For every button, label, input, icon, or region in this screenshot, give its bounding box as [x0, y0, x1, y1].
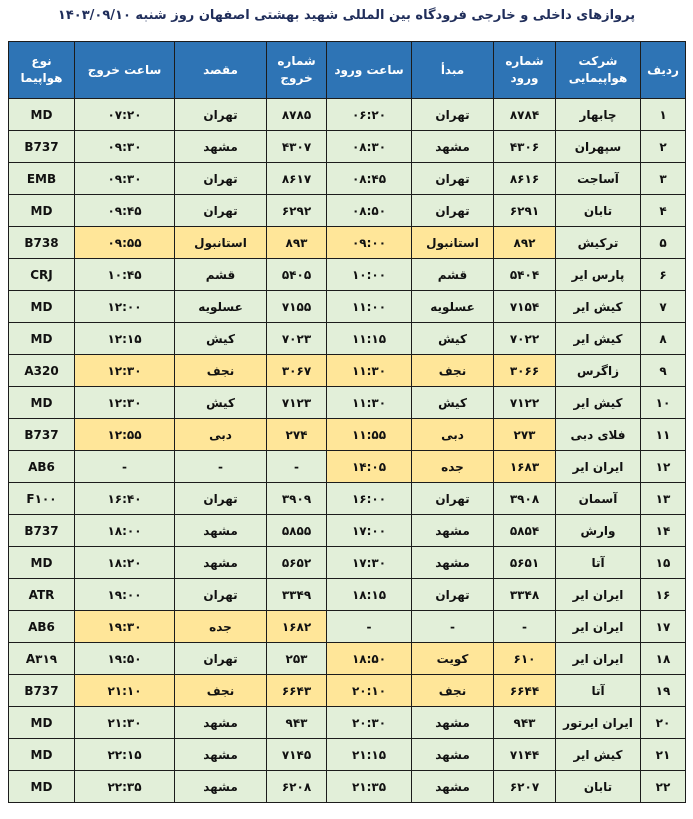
- cell-row-number: ۱۶: [641, 579, 686, 611]
- cell-arrival-number: ۶۶۴۴: [494, 675, 556, 707]
- cell-aircraft-type: MD: [9, 323, 75, 355]
- cell-departure-time: ۰۷:۲۰: [75, 99, 175, 131]
- cell-aircraft-type: B737: [9, 675, 75, 707]
- table-row: [9, 387, 686, 419]
- header-aircraft-type: نوع هواپیما: [9, 42, 75, 99]
- cell-origin: مشهد: [412, 707, 494, 739]
- cell-aircraft-type: ATR: [9, 579, 75, 611]
- cell-aircraft-type: MD: [9, 99, 75, 131]
- cell-departure-number: ۵۴۰۵: [267, 259, 327, 291]
- cell-row-number: ۲۱: [641, 739, 686, 771]
- cell-arrival-number: ۷۱۴۴: [494, 739, 556, 771]
- cell-aircraft-type: A320: [9, 355, 75, 387]
- cell-departure-number: ۷۰۲۳: [267, 323, 327, 355]
- cell-arrival-number: ۸۶۱۶: [494, 163, 556, 195]
- cell-origin: دبی: [412, 419, 494, 451]
- cell-arrival-number: ۶۱۰: [494, 643, 556, 675]
- cell-departure-number: ۶۲۹۲: [267, 195, 327, 227]
- cell-aircraft-type: B737: [9, 419, 75, 451]
- cell-departure-time: ۱۶:۴۰: [75, 483, 175, 515]
- cell-departure-number: ۵۸۵۵: [267, 515, 327, 547]
- table-row: [9, 163, 686, 195]
- cell-origin: -: [412, 611, 494, 643]
- cell-arrival-number: -: [494, 611, 556, 643]
- cell-destination: کیش: [175, 387, 267, 419]
- cell-row-number: ۳: [641, 163, 686, 195]
- cell-origin: مشهد: [412, 515, 494, 547]
- cell-aircraft-type: AB6: [9, 451, 75, 483]
- cell-destination: تهران: [175, 163, 267, 195]
- cell-departure-time: ۱۲:۳۰: [75, 387, 175, 419]
- cell-destination: جده: [175, 611, 267, 643]
- cell-departure-number: ۶۲۰۸: [267, 771, 327, 803]
- cell-airline: فلای دبی: [556, 419, 641, 451]
- table-row: [9, 483, 686, 515]
- cell-arrival-time: ۱۸:۵۰: [327, 643, 412, 675]
- cell-airline: وارش: [556, 515, 641, 547]
- cell-airline: تابان: [556, 771, 641, 803]
- cell-arrival-number: ۷۰۲۲: [494, 323, 556, 355]
- cell-destination: مشهد: [175, 771, 267, 803]
- cell-aircraft-type: EMB: [9, 163, 75, 195]
- table-row: [9, 99, 686, 131]
- cell-origin: کیش: [412, 387, 494, 419]
- cell-airline: ایران ایر: [556, 611, 641, 643]
- cell-departure-time: -: [75, 451, 175, 483]
- cell-aircraft-type: AB6: [9, 611, 75, 643]
- cell-destination: -: [175, 451, 267, 483]
- cell-aircraft-type: MD: [9, 707, 75, 739]
- cell-departure-time: ۱۹:۳۰: [75, 611, 175, 643]
- cell-origin: استانبول: [412, 227, 494, 259]
- cell-origin: تهران: [412, 163, 494, 195]
- cell-row-number: ۱۹: [641, 675, 686, 707]
- cell-arrival-number: ۸۹۲: [494, 227, 556, 259]
- cell-arrival-time: ۱۷:۰۰: [327, 515, 412, 547]
- cell-row-number: ۱۱: [641, 419, 686, 451]
- cell-departure-number: ۷۱۵۵: [267, 291, 327, 323]
- cell-destination: استانبول: [175, 227, 267, 259]
- cell-destination: قشم: [175, 259, 267, 291]
- cell-destination: تهران: [175, 99, 267, 131]
- cell-arrival-number: ۹۴۳: [494, 707, 556, 739]
- cell-departure-time: ۱۹:۵۰: [75, 643, 175, 675]
- cell-arrival-number: ۲۷۳: [494, 419, 556, 451]
- cell-arrival-number: ۵۸۵۴: [494, 515, 556, 547]
- cell-origin: مشهد: [412, 739, 494, 771]
- cell-airline: کیش ایر: [556, 291, 641, 323]
- cell-airline: چابهار: [556, 99, 641, 131]
- cell-departure-time: ۱۲:۵۵: [75, 419, 175, 451]
- cell-arrival-number: ۵۴۰۴: [494, 259, 556, 291]
- cell-arrival-time: ۱۸:۱۵: [327, 579, 412, 611]
- table-row: [9, 579, 686, 611]
- cell-arrival-time: ۱۶:۰۰: [327, 483, 412, 515]
- cell-arrival-number: ۳۰۶۶: [494, 355, 556, 387]
- cell-arrival-time: ۰۸:۴۵: [327, 163, 412, 195]
- cell-arrival-time: ۲۱:۳۵: [327, 771, 412, 803]
- cell-airline: آسمان: [556, 483, 641, 515]
- table-row: [9, 739, 686, 771]
- cell-arrival-time: ۰۸:۵۰: [327, 195, 412, 227]
- cell-destination: دبی: [175, 419, 267, 451]
- cell-airline: کیش ایر: [556, 323, 641, 355]
- table-header-row: [9, 42, 686, 99]
- cell-arrival-number: ۵۶۵۱: [494, 547, 556, 579]
- cell-arrival-time: ۲۰:۱۰: [327, 675, 412, 707]
- cell-aircraft-type: MD: [9, 387, 75, 419]
- cell-row-number: ۵: [641, 227, 686, 259]
- cell-row-number: ۲۰: [641, 707, 686, 739]
- cell-departure-time: ۲۲:۳۵: [75, 771, 175, 803]
- cell-row-number: ۱: [641, 99, 686, 131]
- cell-arrival-time: ۱۱:۳۰: [327, 355, 412, 387]
- cell-departure-number: ۲۷۴: [267, 419, 327, 451]
- cell-destination: مشهد: [175, 739, 267, 771]
- cell-departure-time: ۱۲:۳۰: [75, 355, 175, 387]
- cell-airline: ایران ایر: [556, 451, 641, 483]
- cell-aircraft-type: MD: [9, 771, 75, 803]
- cell-airline: کیش ایر: [556, 387, 641, 419]
- cell-destination: تهران: [175, 579, 267, 611]
- cell-airline: کیش ایر: [556, 739, 641, 771]
- table-row: [9, 451, 686, 483]
- cell-origin: قشم: [412, 259, 494, 291]
- cell-departure-time: ۲۱:۳۰: [75, 707, 175, 739]
- cell-departure-number: ۵۶۵۲: [267, 547, 327, 579]
- cell-arrival-number: ۶۲۰۷: [494, 771, 556, 803]
- cell-aircraft-type: MD: [9, 739, 75, 771]
- table-row: [9, 547, 686, 579]
- cell-departure-time: ۲۱:۱۰: [75, 675, 175, 707]
- table-row: [9, 707, 686, 739]
- cell-aircraft-type: MD: [9, 547, 75, 579]
- cell-row-number: ۸: [641, 323, 686, 355]
- cell-departure-number: ۴۳۰۷: [267, 131, 327, 163]
- cell-row-number: ۱۸: [641, 643, 686, 675]
- cell-row-number: ۱۵: [641, 547, 686, 579]
- cell-origin: تهران: [412, 99, 494, 131]
- cell-arrival-time: ۲۱:۱۵: [327, 739, 412, 771]
- table-row: [9, 675, 686, 707]
- cell-airline: ترکیش: [556, 227, 641, 259]
- cell-airline: تابان: [556, 195, 641, 227]
- cell-departure-time: ۲۲:۱۵: [75, 739, 175, 771]
- cell-row-number: ۲: [641, 131, 686, 163]
- cell-airline: آساجت: [556, 163, 641, 195]
- header-arrival-number: شماره ورود: [494, 42, 556, 99]
- cell-destination: تهران: [175, 483, 267, 515]
- cell-arrival-number: ۷۱۲۲: [494, 387, 556, 419]
- header-arrival-time: ساعت ورود: [327, 42, 412, 99]
- cell-origin: کویت: [412, 643, 494, 675]
- cell-arrival-time: ۱۰:۰۰: [327, 259, 412, 291]
- cell-departure-number: -: [267, 451, 327, 483]
- cell-arrival-time: ۱۱:۰۰: [327, 291, 412, 323]
- cell-destination: تهران: [175, 643, 267, 675]
- cell-row-number: ۱۰: [641, 387, 686, 419]
- cell-departure-number: ۶۶۴۳: [267, 675, 327, 707]
- header-departure-time: ساعت خروج: [75, 42, 175, 99]
- cell-arrival-number: ۳۳۴۸: [494, 579, 556, 611]
- cell-destination: کیش: [175, 323, 267, 355]
- cell-departure-number: ۳۹۰۹: [267, 483, 327, 515]
- cell-departure-number: ۷۱۴۵: [267, 739, 327, 771]
- cell-airline: آتا: [556, 675, 641, 707]
- cell-arrival-time: ۲۰:۳۰: [327, 707, 412, 739]
- cell-departure-number: ۸۷۸۵: [267, 99, 327, 131]
- cell-airline: ایران ایر: [556, 579, 641, 611]
- cell-origin: نجف: [412, 675, 494, 707]
- cell-departure-number: ۹۴۳: [267, 707, 327, 739]
- cell-departure-number: ۱۶۸۲: [267, 611, 327, 643]
- cell-airline: ایران ایر: [556, 643, 641, 675]
- cell-destination: مشهد: [175, 547, 267, 579]
- cell-origin: کیش: [412, 323, 494, 355]
- cell-origin: مشهد: [412, 547, 494, 579]
- cell-origin: جده: [412, 451, 494, 483]
- cell-arrival-time: ۱۱:۱۵: [327, 323, 412, 355]
- cell-departure-time: ۰۹:۵۵: [75, 227, 175, 259]
- cell-airline: ایران ایرتور: [556, 707, 641, 739]
- cell-airline: آتا: [556, 547, 641, 579]
- cell-departure-number: ۷۱۲۳: [267, 387, 327, 419]
- flights-table: [8, 41, 686, 803]
- table-row: [9, 227, 686, 259]
- cell-arrival-time: ۰۸:۳۰: [327, 131, 412, 163]
- cell-departure-number: ۲۵۳: [267, 643, 327, 675]
- cell-destination: نجف: [175, 675, 267, 707]
- cell-departure-time: ۱۲:۰۰: [75, 291, 175, 323]
- cell-departure-time: ۱۲:۱۵: [75, 323, 175, 355]
- cell-row-number: ۲۲: [641, 771, 686, 803]
- page-title: پروازهای داخلی و خارجی فرودگاه بین المللی شهید بهشتی اصفهان روز شنبه ۱۴۰۳/۰۹/۱۰: [57, 8, 636, 23]
- cell-airline: پارس ایر: [556, 259, 641, 291]
- cell-arrival-time: ۱۱:۳۰: [327, 387, 412, 419]
- table-row: [9, 291, 686, 323]
- cell-origin: مشهد: [412, 771, 494, 803]
- cell-row-number: ۱۳: [641, 483, 686, 515]
- cell-row-number: ۱۲: [641, 451, 686, 483]
- header-row-number: ردیف: [641, 42, 686, 99]
- header-departure-number: شماره خروج: [267, 42, 327, 99]
- cell-departure-time: ۰۹:۳۰: [75, 131, 175, 163]
- cell-airline: زاگرس: [556, 355, 641, 387]
- cell-origin: تهران: [412, 195, 494, 227]
- cell-origin: تهران: [412, 579, 494, 611]
- cell-origin: عسلویه: [412, 291, 494, 323]
- cell-origin: مشهد: [412, 131, 494, 163]
- table-row: [9, 419, 686, 451]
- table-row: [9, 643, 686, 675]
- cell-arrival-time: ۰۹:۰۰: [327, 227, 412, 259]
- cell-departure-time: ۰۹:۴۵: [75, 195, 175, 227]
- table-row: [9, 355, 686, 387]
- table-row: [9, 259, 686, 291]
- table-body: [9, 99, 686, 803]
- table-row: [9, 611, 686, 643]
- cell-row-number: ۴: [641, 195, 686, 227]
- cell-departure-time: ۱۸:۰۰: [75, 515, 175, 547]
- cell-aircraft-type: A۳۱۹: [9, 643, 75, 675]
- cell-airline: سپهران: [556, 131, 641, 163]
- cell-arrival-number: ۳۹۰۸: [494, 483, 556, 515]
- cell-destination: مشهد: [175, 515, 267, 547]
- cell-row-number: ۶: [641, 259, 686, 291]
- cell-departure-time: ۰۹:۳۰: [75, 163, 175, 195]
- cell-arrival-time: ۱۴:۰۵: [327, 451, 412, 483]
- table-row: [9, 771, 686, 803]
- cell-destination: مشهد: [175, 131, 267, 163]
- cell-departure-number: ۳۰۶۷: [267, 355, 327, 387]
- cell-destination: تهران: [175, 195, 267, 227]
- cell-origin: تهران: [412, 483, 494, 515]
- header-airline: شرکت هواپیمایی: [556, 42, 641, 99]
- cell-departure-number: ۸۹۳: [267, 227, 327, 259]
- cell-arrival-number: ۶۲۹۱: [494, 195, 556, 227]
- cell-destination: نجف: [175, 355, 267, 387]
- cell-row-number: ۱۷: [641, 611, 686, 643]
- cell-arrival-number: ۱۶۸۳: [494, 451, 556, 483]
- cell-departure-number: ۸۶۱۷: [267, 163, 327, 195]
- cell-arrival-number: ۴۳۰۶: [494, 131, 556, 163]
- cell-row-number: ۷: [641, 291, 686, 323]
- cell-aircraft-type: B737: [9, 131, 75, 163]
- cell-destination: مشهد: [175, 707, 267, 739]
- cell-departure-time: ۱۸:۲۰: [75, 547, 175, 579]
- cell-destination: عسلویه: [175, 291, 267, 323]
- cell-departure-time: ۱۰:۴۵: [75, 259, 175, 291]
- cell-aircraft-type: B737: [9, 515, 75, 547]
- table-row: [9, 323, 686, 355]
- cell-arrival-time: ۱۷:۳۰: [327, 547, 412, 579]
- cell-aircraft-type: B738: [9, 227, 75, 259]
- cell-arrival-number: ۸۷۸۴: [494, 99, 556, 131]
- header-destination: مقصد: [175, 42, 267, 99]
- cell-arrival-number: ۷۱۵۴: [494, 291, 556, 323]
- cell-departure-time: ۱۹:۰۰: [75, 579, 175, 611]
- cell-row-number: ۹: [641, 355, 686, 387]
- table-row: [9, 195, 686, 227]
- table-row: [9, 515, 686, 547]
- cell-aircraft-type: MD: [9, 291, 75, 323]
- cell-aircraft-type: MD: [9, 195, 75, 227]
- header-origin: مبدأ: [412, 42, 494, 99]
- cell-arrival-time: -: [327, 611, 412, 643]
- cell-aircraft-type: F۱۰۰: [9, 483, 75, 515]
- cell-arrival-time: ۱۱:۵۵: [327, 419, 412, 451]
- cell-aircraft-type: CRJ: [9, 259, 75, 291]
- cell-row-number: ۱۴: [641, 515, 686, 547]
- cell-arrival-time: ۰۶:۲۰: [327, 99, 412, 131]
- cell-origin: نجف: [412, 355, 494, 387]
- table-row: [9, 131, 686, 163]
- cell-departure-number: ۳۳۴۹: [267, 579, 327, 611]
